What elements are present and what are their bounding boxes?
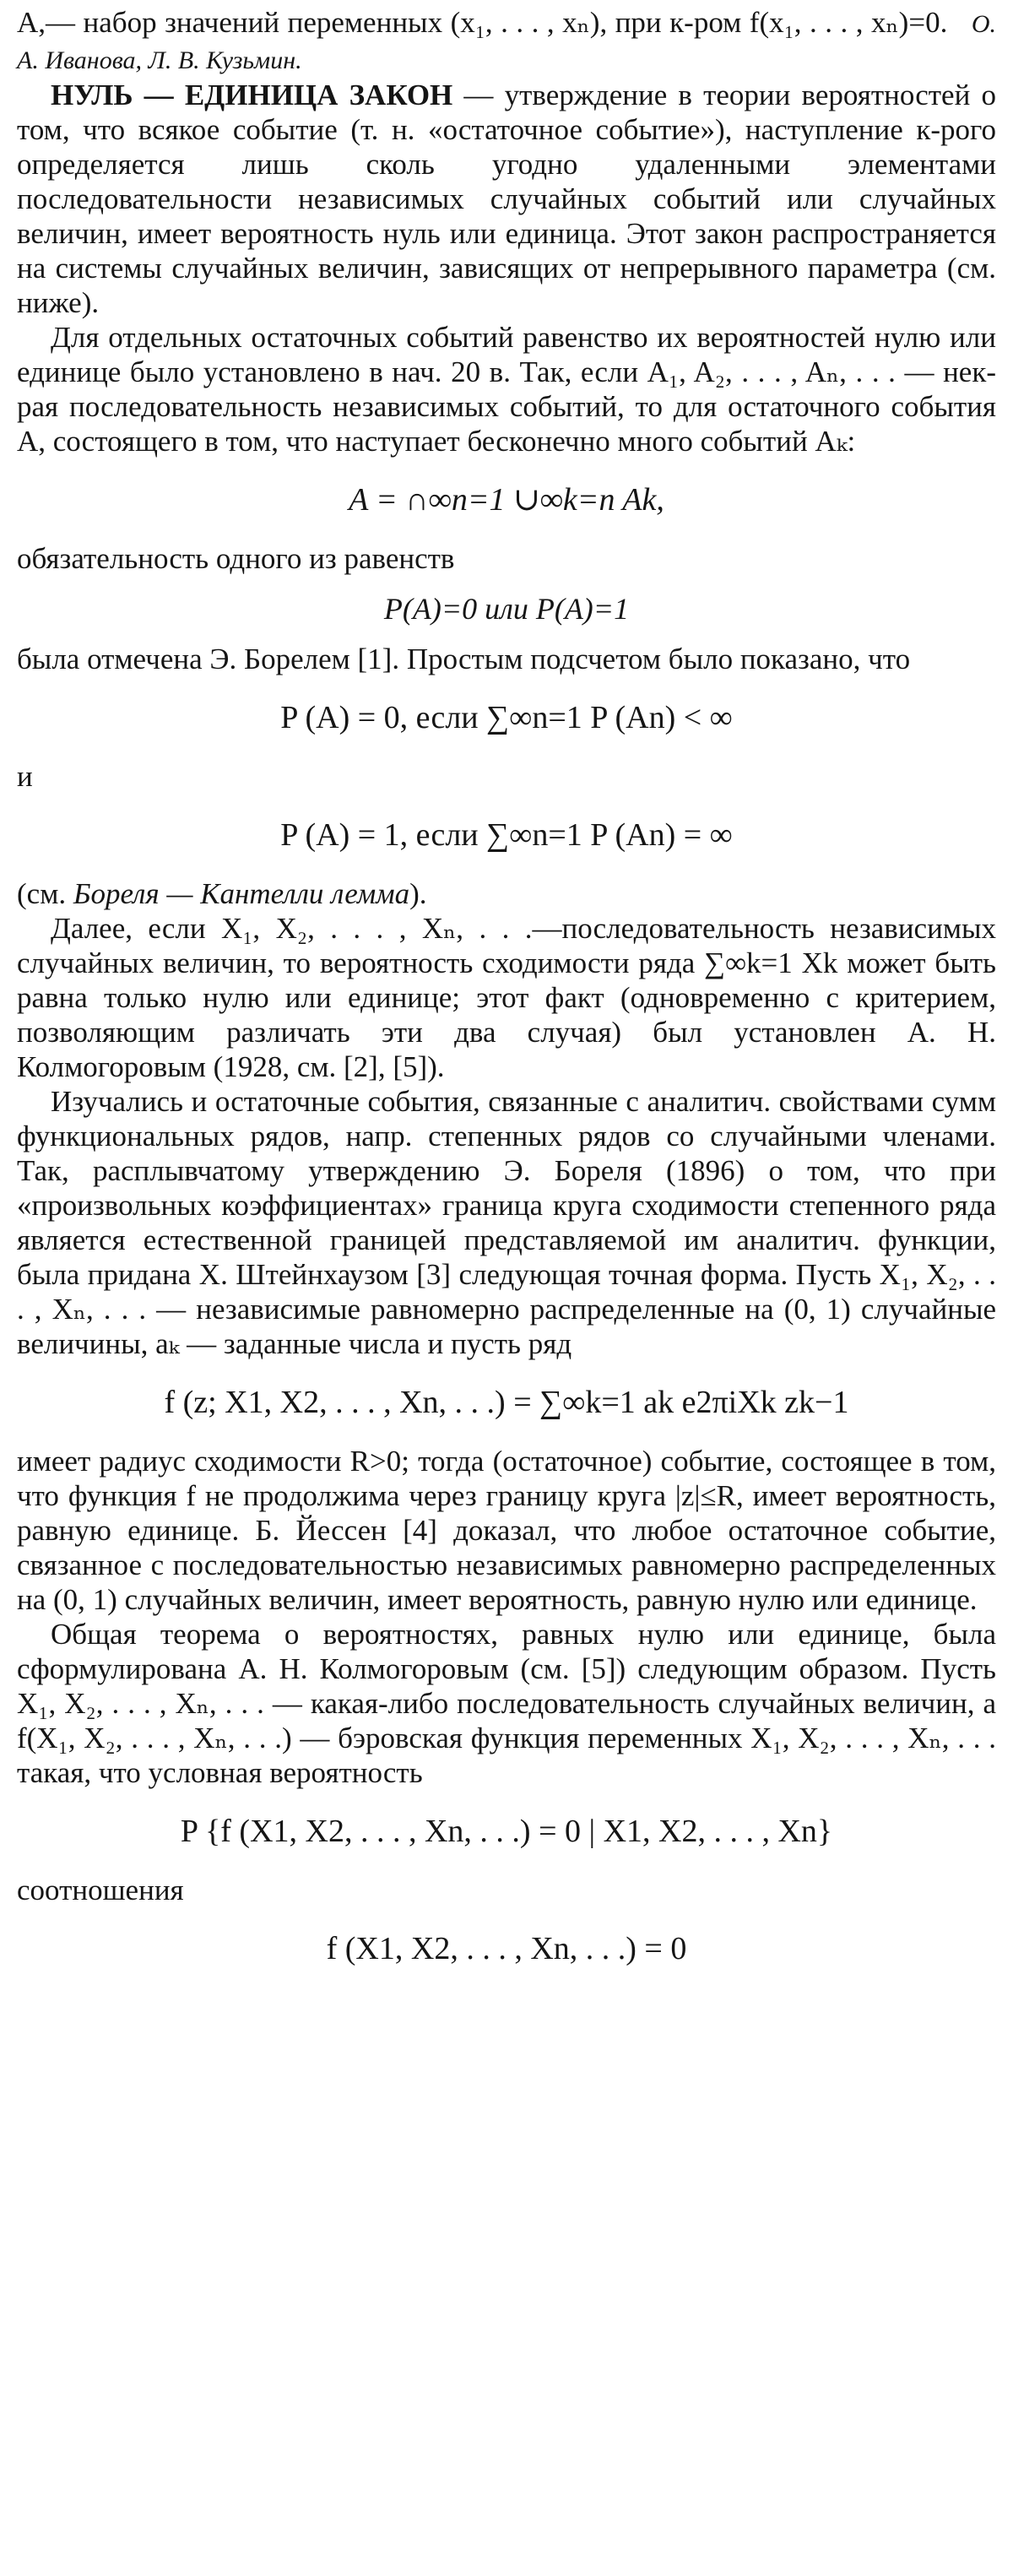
formula-4: P (A) = 1, если ∑∞n=1 P (An) = ∞: [280, 817, 733, 853]
paragraph-7: Далее, если X₁, X₂, . . . , Xₙ, . . .—последовательность независимых случайных величин, то вероятность сходимости ряда ∑∞k=1 Xk может быть равна только нулю или единице; этот факт (одновременно с критерием, позволяющим различать эти два случая) был установлен А. Н. Колмогоровым (1928, см. [2], [5]).: [17, 912, 996, 1083]
formula-6: P {f (X1, X2, . . . , Xn, . . .) = 0 | X1, X2, . . . , Xn}: [180, 1814, 833, 1849]
intro-authors: О. А. Иванова, Л. В. Кузьмин.: [17, 10, 996, 74]
paragraph-9: имеет радиус сходимости R>0; тогда (остаточное) событие, состоящее в том, что функция f не продолжима через границу круга |z|≤R, имеет вероятность, равную единице. Б. Йессен [4] доказал, что любое остаточное событие, связанное с последовательностью независимых равномерно распределенных на (0, 1) случайных величин, имеет вероятность, равную нулю или единице.: [17, 1445, 996, 1616]
paragraph-6-close: ).: [409, 877, 427, 910]
formula-2: P(A)=0 или P(A)=1: [383, 592, 630, 626]
paragraph-4: была отмечена Э. Борелем [1]. Простым подсчетом было показано, что: [17, 643, 911, 675]
formula-3: P (A) = 0, если ∑∞n=1 P (An) < ∞: [280, 700, 733, 735]
reference-borel-cantelli: Бореля — Кантелли лемма: [73, 877, 410, 910]
article-intro-paragraph: [17, 78, 996, 320]
paragraph-11: соотношения: [17, 1874, 184, 1906]
paragraph-3: обязательность одного из равенств: [17, 542, 455, 575]
paragraph-8: Изучались и остаточные события, связанные с аналитич. свойствами сумм функциональных рядов, напр. степенных рядов со случайными членами. Так, расплывчатому утверждению Э. Бореля (1896) о том, что при «произвольных коэффициентах» граница круга сходимости степенного ряда является естественной границей представляемой им аналитич. функции, была придана Х. Штейнхаузом [3] следующая точная форма. Пусть X₁, X₂, . . . , Xₙ, . . . — независимые равномерно распределенные на (0, 1) случайные величины, aₖ — заданные числа и пусть ряд: [17, 1085, 996, 1360]
paragraph-5: и: [17, 760, 33, 793]
formula-1: A = ∩∞n=1 ∪∞k=n Ak,: [349, 482, 664, 518]
paragraph-6: [17, 876, 996, 911]
paragraph-10: Общая теорема о вероятностях, равных нулю или единице, была сформулирована А. Н. Колмогоровым (см. [5]) следующим образом. Пусть X₁, X₂, . . . , Xₙ, . . . — какая-либо последовательность случайных величин, а f(X₁, X₂, . . . , Xₙ, . . .) — бэровская функция переменных X₁, X₂, . . . , Xₙ, . . . такая, что условная вероятность: [17, 1618, 996, 1789]
document-page: [17, 0, 996, 1970]
intro-paragraph: [17, 5, 996, 78]
paragraph-2: Для отдельных остаточных событий равенство их вероятностей нулю или единице было установлено в нач. 20 в. Так, если A₁, A₂, . . . , Aₙ, . . . — нек-рая последовательность независимых событий, то для остаточного события A, состоящего в том, что наступает бесконечно много событий Aₖ:: [17, 321, 996, 458]
article-heading: НУЛЬ — ЕДИНИЦА ЗАКОН: [51, 79, 453, 111]
paragraph-1-text: — утверждение в теории вероятностей о том, что всякое событие (т. н. «остаточное событие»), наступление к-рого определяется лишь сколь угодно удаленными элементами последовательности независимых случайных событий или случайных величин, имеет вероятность нуль или единица. Этот закон распространяется на системы случайных величин, зависящих от непрерывного параметра (см. ниже).: [17, 79, 996, 319]
formula-7: f (X1, X2, . . . , Xn, . . .) = 0: [326, 1931, 687, 1966]
intro-text: A,— набор значений переменных (x₁, . . . , xₙ), при к-ром f(x₁, . . . , xₙ)=0.: [17, 6, 948, 39]
paragraph-6-open: (см.: [17, 877, 73, 910]
formula-5: f (z; X1, X2, . . . , Xn, . . .) = ∑∞k=1 ak e2πiXk zk−1: [164, 1385, 849, 1420]
